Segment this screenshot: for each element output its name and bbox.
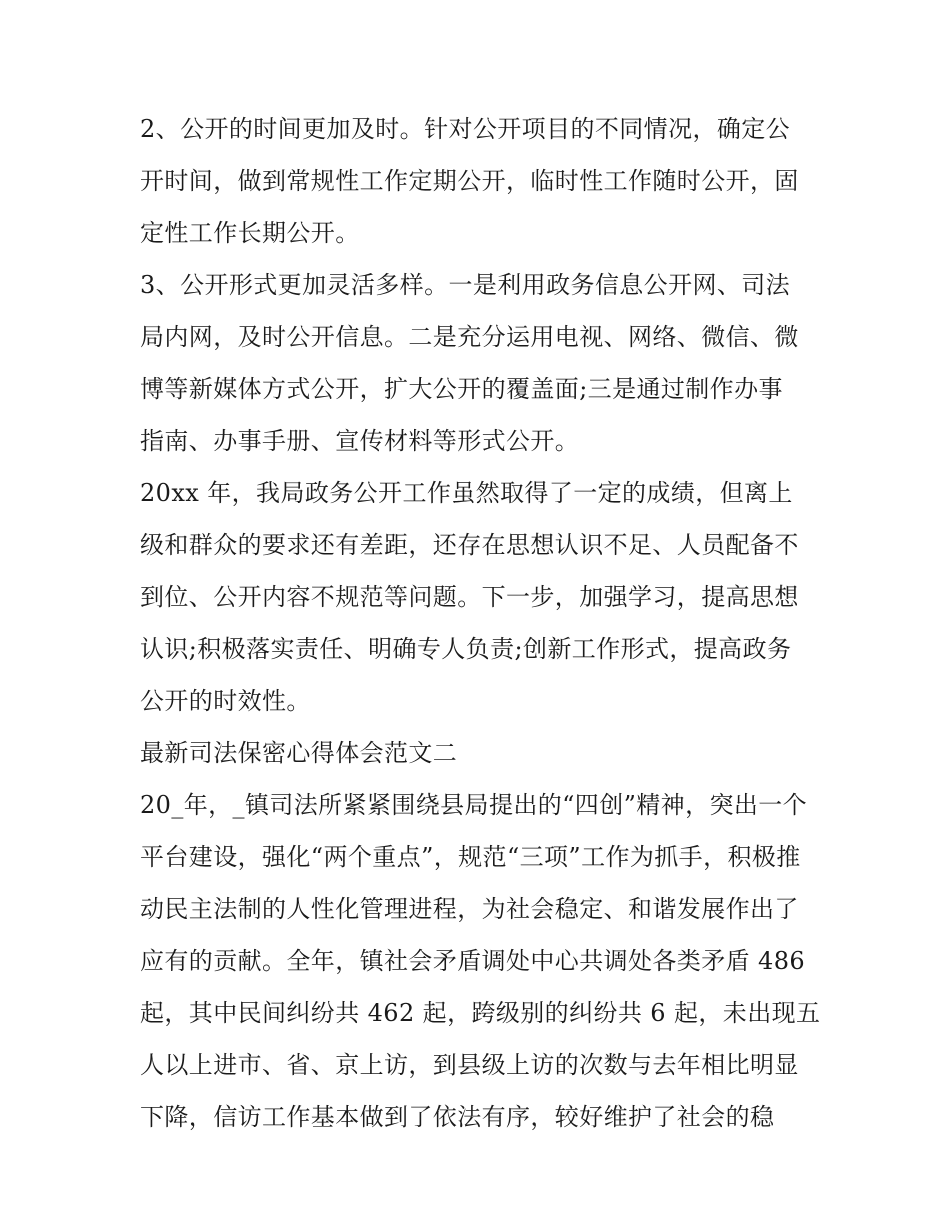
text-line: 平台建设，强化“两个重点”，规范“三项”工作为抓手，积极推 (140, 843, 801, 871)
text-line: 20_年，_镇司法所紧紧围绕县局提出的“四创”精神，突出一个 (140, 791, 808, 819)
text-line: 人以上进市、省、京上访，到县级上访的次数与去年相比明显 (140, 1051, 799, 1079)
text-line: 公开的时效性。 (140, 687, 311, 715)
text-line: 下降，信访工作基本做到了依法有序，较好维护了社会的稳 (140, 1103, 775, 1131)
text-line: 到位、公开内容不规范等问题。下一步，加强学习，提高思想 (140, 583, 799, 611)
text-line: 3、公开形式更加灵活多样。一是利用政务信息公开网、司法 (140, 271, 791, 299)
document-body (140, 103, 830, 1143)
text-line: 20xx 年，我局政务公开工作虽然取得了一定的成绩，但离上 (140, 479, 793, 507)
text-line: 动民主法制的人性化管理进程，为社会稳定、和谐发展作出了 (140, 895, 799, 923)
text-line: 认识;积极落实责任、明确专人负责;创新工作形式，提高政务 (140, 635, 792, 663)
text-line: 博等新媒体方式公开，扩大公开的覆盖面;三是通过制作办事 (140, 375, 783, 403)
text-line: 局内网，及时公开信息。二是充分运用电视、网络、微信、微 (140, 323, 799, 351)
text-line: 指南、办事手册、宣传材料等形式公开。 (140, 427, 580, 455)
section-heading: 最新司法保密心得体会范文二 (140, 739, 458, 767)
text-line: 起，其中民间纠纷共 462 起，跨级别的纠纷共 6 起，未出现五 (140, 999, 821, 1027)
text-line: 级和群众的要求还有差距，还存在思想认识不足、人员配备不 (140, 531, 799, 559)
text-line: 开时间，做到常规性工作定期公开，临时性工作随时公开，固 (140, 167, 799, 195)
text-line: 应有的贡献。全年，镇社会矛盾调处中心共调处各类矛盾 486 (140, 947, 806, 975)
text-line: 2、公开的时间更加及时。针对公开项目的不同情况，确定公 (140, 115, 791, 143)
text-line: 定性工作长期公开。 (140, 219, 360, 247)
